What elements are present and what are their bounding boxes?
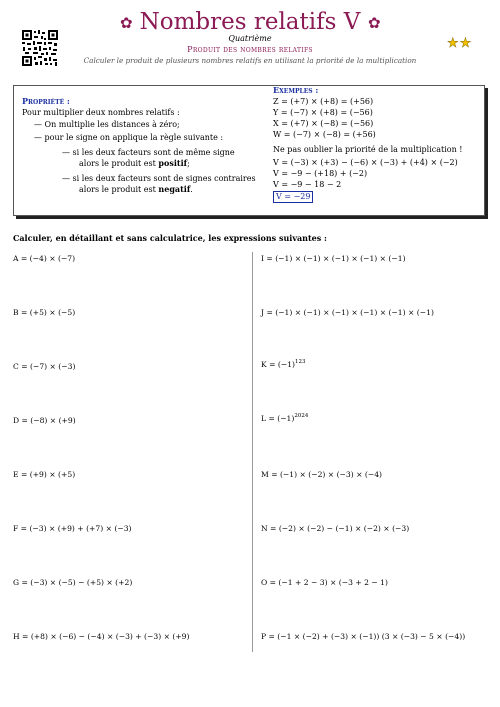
flower-icon-right: ✿ <box>368 14 381 32</box>
expression-p: P = (−1 × (−2) + (−3) × (−1)) (3 × (−3) − 5 × (−4)) <box>261 632 466 641</box>
punctuation: ; <box>187 159 190 168</box>
difficulty-stars-icon: ★★ <box>447 36 473 51</box>
result-box: V = −29 <box>273 191 313 203</box>
expression-c: C = (−7) × (−3) <box>13 362 76 371</box>
exponent: 2024 <box>294 413 309 419</box>
expression-m: M = (−1) × (−2) × (−3) × (−4) <box>261 470 383 479</box>
rule-opposite-sign-pre: alors le produit est <box>79 185 159 194</box>
rule-same-sign-line1: si les deux facteurs sont de même signe <box>72 148 235 157</box>
property-intro: Pour multiplier deux nombres relatifs : <box>22 108 180 117</box>
example-line: X = (+7) × (−8) = (−56) <box>273 119 374 128</box>
examples-heading: Exemples : <box>273 85 319 95</box>
calc-line: V = −9 − (+18) + (−2) <box>273 169 368 178</box>
rule-same-sign <box>22 147 256 158</box>
rule-opposite-sign-line1: si les deux facteurs sont de signes contraires <box>72 174 256 183</box>
dash: — <box>62 174 70 183</box>
property-point-1 <box>22 119 256 130</box>
property-point-2-text: pour le signe on applique la règle suivante : <box>44 133 224 142</box>
rule-opposite-sign <box>22 173 256 184</box>
rule-same-sign-pre: alors le produit est <box>79 159 159 168</box>
calc-line: V = −9 − 18 − 2 <box>273 180 342 189</box>
examples-block <box>273 85 463 203</box>
punctuation: . <box>190 185 193 194</box>
example-line: Y = (−7) × (+8) = (−56) <box>273 108 373 117</box>
expression-j: J = (−1) × (−1) × (−1) × (−1) × (−1) × (−1) <box>261 308 434 317</box>
property-point-1-text: On multiplie les distances à zéro; <box>44 120 180 129</box>
expression-o: O = (−1 + 2 − 3) × (−3 + 2 − 1) <box>261 578 388 587</box>
expression-k <box>261 360 305 370</box>
rule-opposite-sign-conclusion <box>22 184 256 195</box>
column-divider <box>252 252 253 652</box>
expression-d: D = (−8) × (+9) <box>13 416 76 425</box>
expression-l <box>261 414 308 424</box>
example-line: Z = (+7) × (+8) = (+56) <box>273 97 374 106</box>
expression-l-base: L = (−1) <box>261 414 295 423</box>
property-block <box>22 96 256 195</box>
property-point-2 <box>22 132 256 143</box>
example-line: W = (−7) × (−8) = (+56) <box>273 130 376 139</box>
rules-box <box>13 85 485 216</box>
property-heading: Propriété : <box>22 96 70 106</box>
expression-g: G = (−3) × (−5) − (+5) × (+2) <box>13 578 133 587</box>
rule-same-sign-conclusion <box>22 158 256 169</box>
expression-n: N = (−2) × (−2) − (−1) × (−2) × (−3) <box>261 524 410 533</box>
priority-note: Ne pas oublier la priorité de la multiplication ! <box>273 145 463 154</box>
exponent: 123 <box>294 359 306 365</box>
level-label: Quatrième <box>228 34 272 43</box>
dash: — <box>62 148 70 157</box>
section-title: Produit des nombres relatifs <box>187 45 313 54</box>
expression-i: I = (−1) × (−1) × (−1) × (−1) × (−1) <box>261 254 406 263</box>
expression-k-base: K = (−1) <box>261 360 295 369</box>
dash: — <box>34 133 42 142</box>
expression-a: A = (−4) × (−7) <box>13 254 76 263</box>
objective-text: Calculer le produit de plusieurs nombres relatifs en utilisant la priorité de la multiplication <box>83 56 417 65</box>
expression-h: H = (+8) × (−6) − (−4) × (−3) + (−3) × (+9) <box>13 632 190 641</box>
expression-e: E = (+9) × (+5) <box>13 470 76 479</box>
positive-keyword: positif <box>158 158 188 168</box>
exercise-instruction: Calculer, en détaillant et sans calculatrice, les expressions suivantes : <box>13 233 328 243</box>
expression-f: F = (−3) × (+9) + (+7) × (−3) <box>13 524 132 533</box>
calc-line: V = (−3) × (+3) − (−6) × (−3) + (+4) × (−2) <box>273 158 458 167</box>
dash: — <box>34 120 42 129</box>
expression-b: B = (+5) × (−5) <box>13 308 76 317</box>
page-title: Nombres relatifs V <box>139 9 361 35</box>
negative-keyword: negatif <box>158 184 191 194</box>
flower-icon-left: ✿ <box>120 14 133 32</box>
